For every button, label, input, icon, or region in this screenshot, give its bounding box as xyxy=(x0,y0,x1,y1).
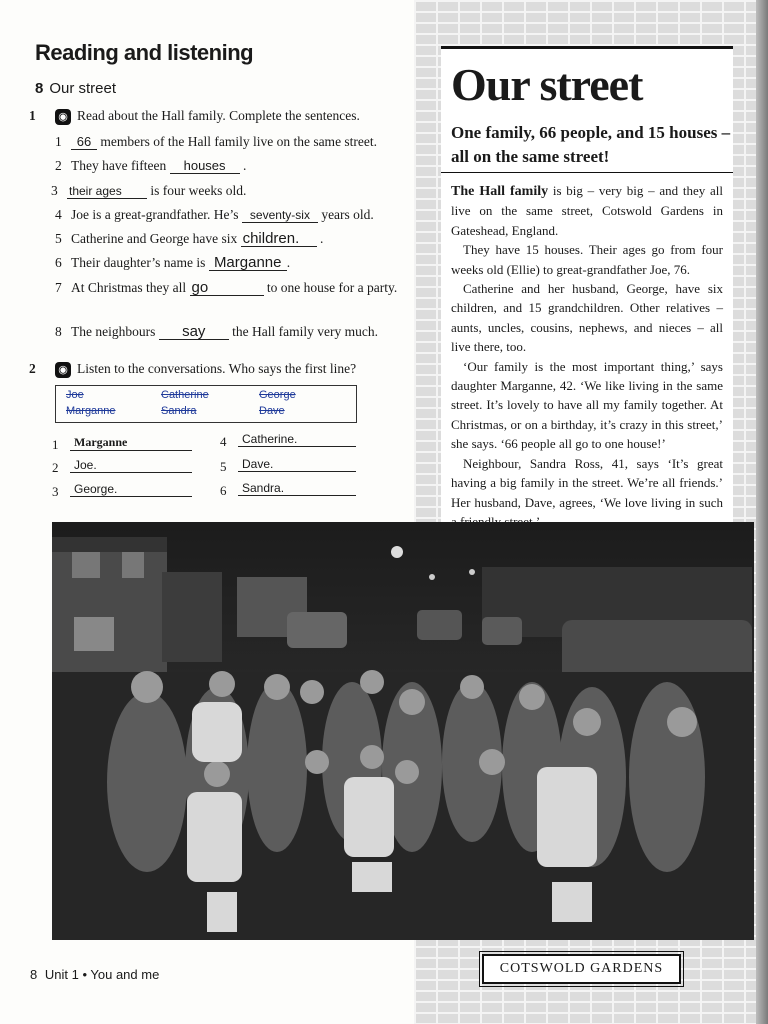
reading-icon: ◉ xyxy=(55,109,71,125)
crossed-name: Sandra xyxy=(161,405,197,417)
answer-blank[interactable]: children. xyxy=(241,232,317,247)
answer-line[interactable]: 1 Marganne xyxy=(52,435,192,453)
exercise-1-instruction xyxy=(29,108,360,125)
answer-blank[interactable]: their ages xyxy=(67,184,147,199)
sentence-item: 3 their ages is four weeks old. xyxy=(51,182,247,198)
audio-icon: ◉ xyxy=(55,362,71,378)
answer-line[interactable]: 2 Joe. xyxy=(52,458,192,476)
sentence-item: 2 They have fifteen houses . xyxy=(55,158,247,174)
section-title: Reading and listening xyxy=(35,40,254,65)
sentence-item: 5 Catherine and George have six children. . xyxy=(55,230,324,248)
answer-line[interactable]: 4 Catherine. xyxy=(220,432,356,450)
footer-unit: Unit 1 xyxy=(44,967,79,982)
article-body: The Hall family is big – very big – and they all live on the same street, Cotswold Gardens in Gateshead, England. They have 15 houses. Their ages go from four weeks old (Ellie) to great-grandfather Joe, 76. Catherine and her husband, George, have six children, and 15 grandchildren. Other relatives – aunts, uncles, cousins, nephews, and nieces – all live there, too. ‘Our family is the most important thing,’ says daughter Marganne, 42. ‘We like living in the same street. It’s lovely to have all my family together. At Christmas, or on a birthday, it’s crazy in this street,’ she says. ‘66 people all go to one house!’ Neighbour, Sandra Ross, 41, says ‘It’s great having a big family in the street. We’re all friends.’ Her husband, Dave, agrees, ‘We love living in such xyxy=(451,181,723,531)
crossed-name: Joe xyxy=(66,389,84,401)
unit-title: Our street xyxy=(49,80,117,97)
article-paragraph: ‘Our family is the most important thing,’ says daughter Marganne, 42. ‘We like living in the same street. It’s lovely to have all my family together. At Christmas, or on a birthday, it’s crazy in this street,’ she says. ‘66 people all go to one house!’ xyxy=(451,358,723,452)
family-street-photo xyxy=(52,522,754,940)
newspaper-article xyxy=(441,46,733,563)
article-paragraph: They have 15 houses. Their ages go from four weeks old (Ellie) to great-grandfather Joe, 76. xyxy=(451,242,723,277)
answer-line[interactable]: 6 Sandra. xyxy=(220,481,356,499)
page-edge-shadow xyxy=(756,0,768,1024)
crossed-name: Dave xyxy=(259,405,285,417)
exercise-1-items xyxy=(51,133,400,347)
sentence-item: 4 Joe is a great-grandfather. He’s seventy-six years old. xyxy=(55,206,374,222)
instruction-text: Listen to the conversations. Who says the first line? xyxy=(77,361,357,376)
article-headline: Our street xyxy=(451,59,643,110)
article-paragraph: Catherine and her husband, George, have six children, and 15 grandchildren. Other relatives – aunts, uncles, cousins, nephews, and nieces – all live there, too. xyxy=(451,281,723,355)
crossed-name: Catherine xyxy=(161,389,209,401)
answer-line[interactable]: 3 George. xyxy=(52,482,192,500)
crossed-name: George xyxy=(259,389,296,401)
street-sign: COTSWOLD GARDENS xyxy=(482,954,681,984)
exercise-number: 1 xyxy=(29,108,36,123)
answer-line[interactable]: 5 Dave. xyxy=(220,457,356,475)
sentence-item: 1 66 members of the Hall family live on the same street. xyxy=(55,134,378,149)
names-box xyxy=(55,385,357,423)
unit-heading xyxy=(35,80,116,97)
exercise-2-instruction xyxy=(29,361,357,378)
unit-number: 8 xyxy=(35,80,44,97)
bullet-separator: • xyxy=(82,967,91,982)
divider xyxy=(441,172,733,173)
sentence-item: 8 The neighbours say the Hall family very much. xyxy=(55,322,378,340)
answer-blank[interactable]: seventy-six xyxy=(242,208,318,223)
article-paragraph: Neighbour, Sandra Ross, 41, says ‘It’s great having a big family in the street. We’re all friends.’ Her husband, Dave, agrees, ‘We love living in such xyxy=(451,455,723,510)
answer-blank[interactable]: say xyxy=(159,325,229,340)
answer-blank[interactable]: Marganne xyxy=(209,256,287,271)
article-lead: The Hall family xyxy=(451,184,549,199)
answer-blank[interactable]: 66 xyxy=(71,135,97,150)
answer-blank[interactable]: go xyxy=(190,281,264,296)
page-footer xyxy=(30,967,159,982)
page-number: 8 xyxy=(30,967,38,982)
answer-blank[interactable]: houses xyxy=(170,159,240,174)
article-subheadline: One family, 66 people, and 15 houses – all on the same street! xyxy=(451,123,731,166)
sentence-item: 6 Their daughter’s name is Marganne . xyxy=(55,254,291,272)
exercise-number: 2 xyxy=(29,361,36,376)
footer-unit-title: You and me xyxy=(90,967,160,982)
sentence-item: 7 At Christmas they all go to one house for a party. xyxy=(55,278,398,296)
crossed-name: Marganne xyxy=(66,405,116,417)
instruction-text: Read about the Hall family. Complete the sentences. xyxy=(77,108,360,123)
